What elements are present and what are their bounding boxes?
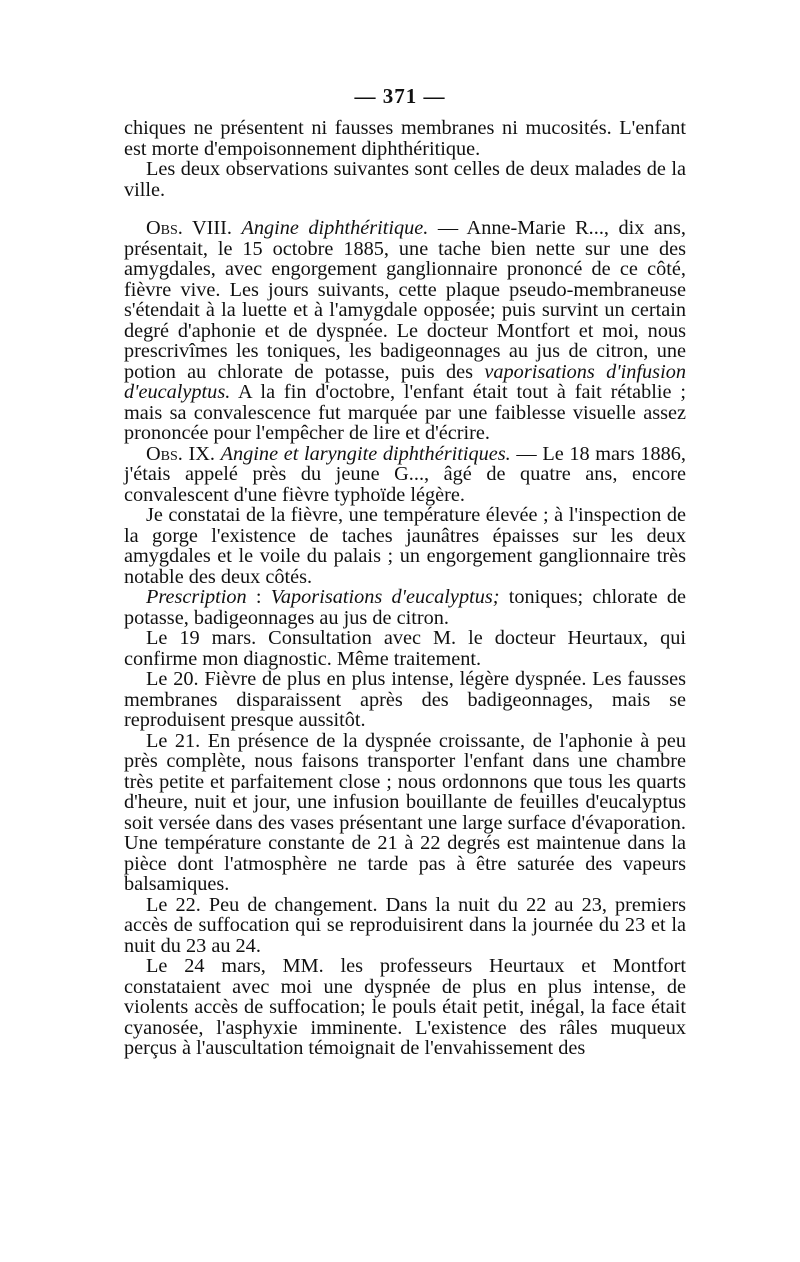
paragraph: Le 24 mars, MM. les professeurs Heurtaux et Montfort constataient avec moi une dyspnée de plus en plus intense, de violents accès de suffocation; le pouls était petit, inégal, la face était cyanosée, l'asphyxie imminente. L'existence des râles muqueux perçus à l'auscultation témoignait de l'envahissement des [124, 955, 686, 1059]
observation-ix: Obs. IX. Angine et laryngite diphthéritiques. — Le 18 mars 1886, j'étais appelé près du jeune G..., âgé de quatre ans, encore convalescent d'une fièvre typhoïde légère. [124, 442, 686, 506]
prescription: Prescription : Vaporisations d'eucalyptus; toniques; chlorate de potasse, badigeonnages au jus de citron. [124, 586, 687, 629]
page-number: — 371 — [354, 84, 446, 108]
paragraph: Le 21. En présence de la dyspnée croissante, de l'aphonie à peu près complète, nous faisons transporter l'enfant dans une chambre très petite et parfaitement close ; nous ordonnons que tous les quarts d'heure, nuit et jour, une infusion bouillante de feuilles d'eucalyptus soit versée dans des vases présentant une large surface d'évaporation. Une température constante de 21 à 22 degrés est maintenue dans la pièce dont l'atmosphère ne tarde pas à être saturée des vapeurs balsamiques. [124, 729, 686, 895]
paragraph: Les deux observations suivantes sont celles de deux malades de la ville. [124, 158, 686, 201]
body-text [124, 118, 686, 1059]
emphasis: Prescription [146, 586, 247, 608]
paragraph: chiques ne présentent ni fausses membranes ni mucosités. L'enfant est morte d'empoisonnement diphthéritique. [124, 117, 686, 160]
obs-label: Obs. IX. [146, 442, 215, 465]
paragraph: Le 20. Fièvre de plus en plus intense, légère dyspnée. Les fausses membranes disparaissent après des badigeonnages, mais se reproduisent presque aussitôt. [124, 668, 686, 731]
observation-viii: Obs. VIII. Angine diphthéritique. — Anne-Marie R..., dix ans, présentait, le 15 octobre 1885, une tache bien nette sur une des amygdales, avec engorgement ganglionnaire prononcé de ce côté, fièvre vive. Les jours suivants, cette plaque pseudo-membraneuse s'étendait à la luette et à l'amygdale opposée; puis survint un certain degré d'aphonie et de dyspnée. Le docteur Montfort et moi, nous prescrivîmes les toniques, les badigeonnages au jus de citron, une potion au chlorate de potasse, puis des vaporisations d'infusion d'eucalyptus. A la fin d'octobre, l'enfant était tout à fait rétablie ; mais sa convalescence fut marquée par une faiblesse visuelle assez prononcée pour l'empêcher de lire et d'écrire. [124, 217, 686, 444]
paragraph: Le 19 mars. Consultation avec M. le docteur Heurtaux, qui confirme mon diagnostic. Même traitement. [124, 627, 686, 670]
emphasis: vaporisations d'infusion d'eucalyptus. [124, 360, 686, 403]
obs-title: Angine et laryngite diphthéritiques. [220, 442, 511, 465]
obs-label: Obs. VIII. [146, 217, 232, 239]
obs-title: Angine diphthéritique. [241, 217, 429, 239]
paragraph: Le 22. Peu de changement. Dans la nuit du 22 au 23, premiers accès de suffocation qui se reproduisirent dans la journée du 23 et la nuit du 23 au 24. [124, 893, 686, 957]
emphasis: Vaporisations d'eucalyptus; [270, 586, 500, 608]
paragraph: Je constatai de la fièvre, une température élevée ; à l'inspection de la gorge l'existence de taches jaunâtres épaisses sur les deux amygdales et le voile du palais ; un engorgement ganglionnaire très notable des deux côtés. [124, 504, 686, 588]
